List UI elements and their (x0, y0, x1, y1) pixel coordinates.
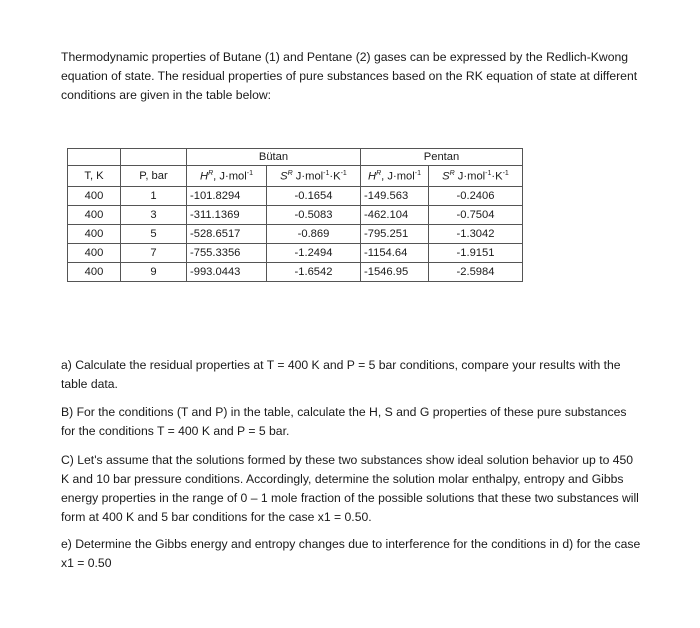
h-unit-exp: -1 (414, 169, 421, 177)
col-header-butane-h (187, 166, 267, 187)
col-header-pentane-s (429, 166, 523, 187)
table-row (68, 225, 523, 244)
cell-t: 400 (68, 206, 121, 225)
cell-pentane-h: -149.563 (361, 187, 429, 206)
s-unit-exp1: -1 (323, 169, 330, 177)
h-residual-sup: R (208, 169, 214, 177)
s-residual-sup: R (449, 169, 455, 177)
table-row (68, 206, 523, 225)
s-unit: J·mol (292, 170, 324, 183)
col-header-butane-s (267, 166, 361, 187)
cell-pentane-s: -1.3042 (429, 225, 523, 244)
question-c: C) Let's assume that the solutions formed by these two substances show ideal solution behavior up to 450 K and 10 bar pressure conditions. Accordingly, determine the solution molar enthalpy, entropy and Gibbs energy properties in the range of 0 – 1 mole fraction of the possible solutions that these two substances will form at 400 K and 5 bar conditions for the case x1 = 0.50. (61, 453, 639, 524)
cell-pentane-h: -1546.95 (361, 263, 429, 282)
h-unit: , J·mol (213, 170, 247, 183)
cell-t: 400 (68, 225, 121, 244)
cell-p: 5 (121, 225, 187, 244)
residual-properties-table-container (67, 148, 523, 282)
cell-pentane-h: -1154.64 (361, 244, 429, 263)
cell-butane-s: -0.869 (267, 225, 361, 244)
cell-butane-s: -1.6542 (267, 263, 361, 282)
cell-pentane-h: -462.104 (361, 206, 429, 225)
cell-t: 400 (68, 244, 121, 263)
table-row (68, 187, 523, 206)
s-unit-mid: ·K (329, 170, 341, 183)
residual-properties-table (67, 148, 523, 282)
cell-pentane-s: -1.9151 (429, 244, 523, 263)
s-unit-mid: ·K (491, 170, 503, 183)
s-unit-exp2: -1 (340, 169, 347, 177)
cell-butane-s: -0.5083 (267, 206, 361, 225)
question-e: e) Determine the Gibbs energy and entropy changes due to interference for the conditions in d) for the case x1 = 0.50 (61, 537, 641, 570)
table-row (68, 263, 523, 282)
cell-pentane-s: -0.7504 (429, 206, 523, 225)
s-symbol: S (442, 170, 450, 183)
h-symbol: H (368, 170, 377, 183)
intro-paragraph: Thermodynamic properties of Butane (1) and Pentane (2) gases can be expressed by the Redlich-Kwong equation of state. The residual properties of pure substances based on the RK equation of state at different conditions are given in the table below: (61, 50, 638, 102)
cell-butane-s: -1.2494 (267, 244, 361, 263)
empty-header-cell (68, 149, 121, 166)
cell-butane-h: -528.6517 (187, 225, 267, 244)
cell-p: 9 (121, 263, 187, 282)
cell-butane-h: -311.1369 (187, 206, 267, 225)
col-header-p: P, bar (121, 166, 187, 187)
cell-pentane-s: -0.2406 (429, 187, 523, 206)
cell-p: 7 (121, 244, 187, 263)
cell-pentane-s: -2.5984 (429, 263, 523, 282)
col-header-t: T, K (68, 166, 121, 187)
col-header-pentane-h (361, 166, 429, 187)
s-unit-exp2: -1 (502, 169, 509, 177)
cell-butane-h: -101.8294 (187, 187, 267, 206)
h-unit-exp: -1 (246, 169, 253, 177)
pentane-group-header: Pentan (361, 149, 523, 166)
cell-p: 3 (121, 206, 187, 225)
s-unit: J·mol (454, 170, 486, 183)
table-row (68, 244, 523, 263)
column-header-row (68, 166, 523, 187)
cell-butane-s: -0.1654 (267, 187, 361, 206)
cell-t: 400 (68, 263, 121, 282)
question-a: a) Calculate the residual properties at T = 400 K and P = 5 bar conditions, compare your results with the table data. (61, 358, 621, 391)
question-b: B) For the conditions (T and P) in the table, calculate the H, S and G properties of these pure substances for the conditions T = 400 K and P = 5 bar. (61, 405, 627, 438)
cell-pentane-h: -795.251 (361, 225, 429, 244)
cell-butane-h: -993.0443 (187, 263, 267, 282)
s-residual-sup: R (287, 169, 293, 177)
group-header-row (68, 149, 523, 166)
s-symbol: S (280, 170, 288, 183)
h-unit: , J·mol (381, 170, 415, 183)
empty-header-cell (121, 149, 187, 166)
butane-group-header: Bütan (187, 149, 361, 166)
s-unit-exp1: -1 (485, 169, 492, 177)
cell-p: 1 (121, 187, 187, 206)
cell-t: 400 (68, 187, 121, 206)
h-symbol: H (200, 170, 209, 183)
h-residual-sup: R (376, 169, 382, 177)
cell-butane-h: -755.3356 (187, 244, 267, 263)
